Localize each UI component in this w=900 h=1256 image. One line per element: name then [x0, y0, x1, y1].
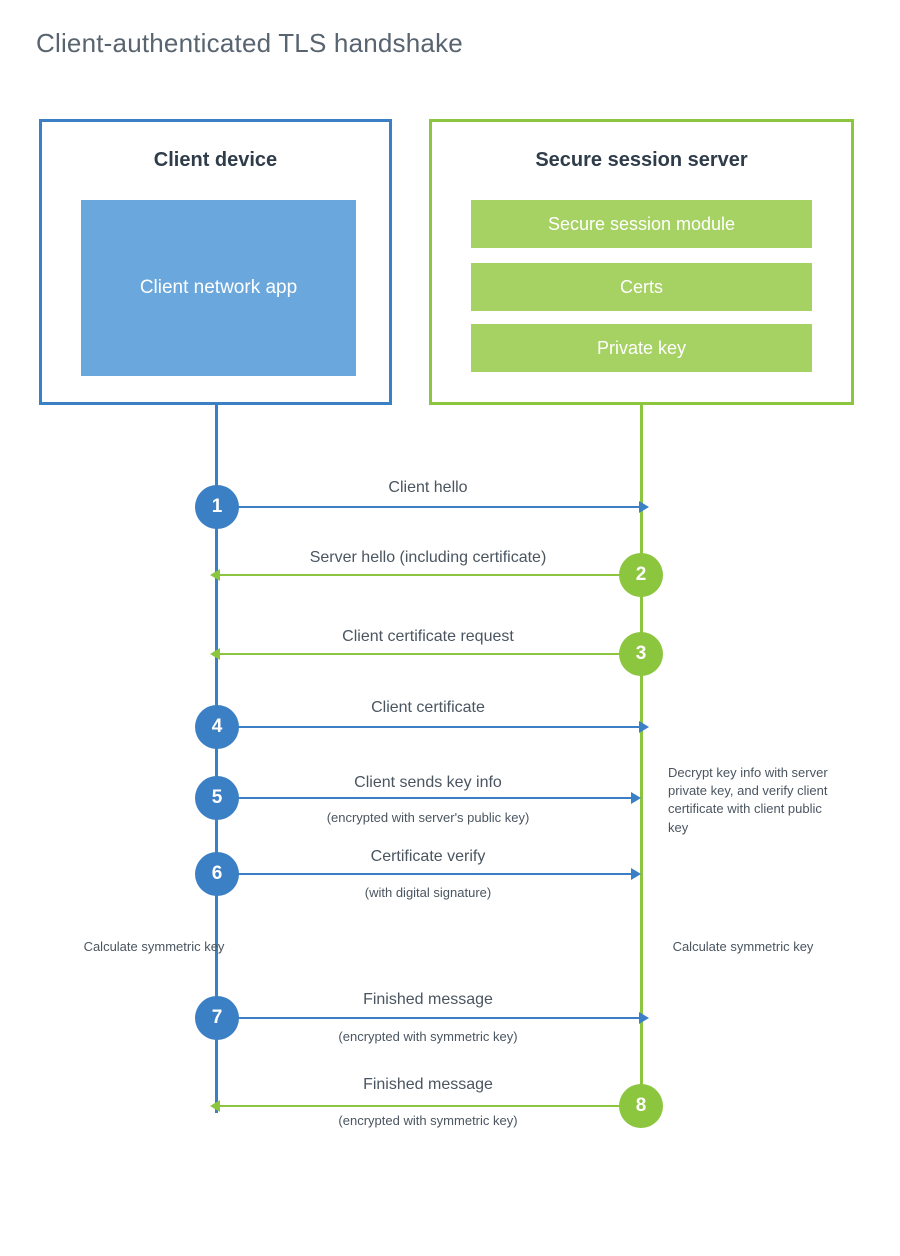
step-circle-6: 6 [195, 852, 239, 896]
step-label-2: Server hello (including certificate) [309, 549, 547, 566]
arrowhead-icon [639, 721, 649, 733]
arrow-step-1 [217, 506, 640, 508]
step-circle-3: 3 [619, 632, 663, 676]
server-item-secure-session-module: Secure session module [471, 200, 812, 248]
arrowhead-icon [639, 501, 649, 513]
step-label-5: Client sends key info [354, 774, 502, 791]
step-circle-5: 5 [195, 776, 239, 820]
secure-session-server-box [429, 119, 854, 405]
arrow-step-3 [219, 653, 640, 655]
note-server-decrypt: Decrypt key info with server private key, and verify client certificate with client public key [668, 765, 828, 835]
arrowhead-icon [639, 1012, 649, 1024]
arrow-step-5 [217, 797, 632, 799]
arrowhead-icon [631, 868, 641, 880]
note-server-calculate: Calculate symmetric key [672, 939, 814, 954]
step-label-7: Finished message [363, 991, 493, 1008]
step-sublabel-7: (encrypted with symmetric key) [338, 1029, 518, 1044]
step-sublabel-8: (encrypted with symmetric key) [338, 1113, 518, 1128]
step-circle-4: 4 [195, 705, 239, 749]
step-circle-2: 2 [619, 553, 663, 597]
server-item-certs: Certs [471, 263, 812, 311]
step-sublabel-5: (encrypted with server's public key) [326, 810, 530, 825]
arrowhead-icon [210, 569, 220, 581]
page-title: Client-authenticated TLS handshake [36, 28, 463, 58]
step-label-3: Client certificate request [342, 628, 514, 645]
arrowhead-icon [210, 648, 220, 660]
note-client-calculate: Calculate symmetric key [83, 939, 225, 954]
arrow-step-8 [219, 1105, 640, 1107]
step-circle-1: 1 [195, 485, 239, 529]
step-label-8: Finished message [363, 1076, 493, 1093]
step-label-4: Client certificate [371, 699, 485, 716]
step-label-6: Certificate verify [370, 848, 486, 865]
secure-session-server-title: Secure session server [535, 149, 748, 171]
step-sublabel-6: (with digital signature) [364, 885, 492, 900]
step-circle-7: 7 [195, 996, 239, 1040]
server-item-private-key: Private key [471, 324, 812, 372]
arrowhead-icon [210, 1100, 220, 1112]
client-device-box [39, 119, 392, 405]
step-circle-8: 8 [619, 1084, 663, 1128]
arrowhead-icon [631, 792, 641, 804]
step-label-1: Client hello [388, 479, 468, 496]
arrow-step-4 [217, 726, 640, 728]
client-network-app: Client network app [81, 200, 356, 376]
arrow-step-7 [217, 1017, 640, 1019]
client-device-title: Client device [153, 149, 278, 171]
arrow-step-6 [217, 873, 632, 875]
arrow-step-2 [219, 574, 640, 576]
